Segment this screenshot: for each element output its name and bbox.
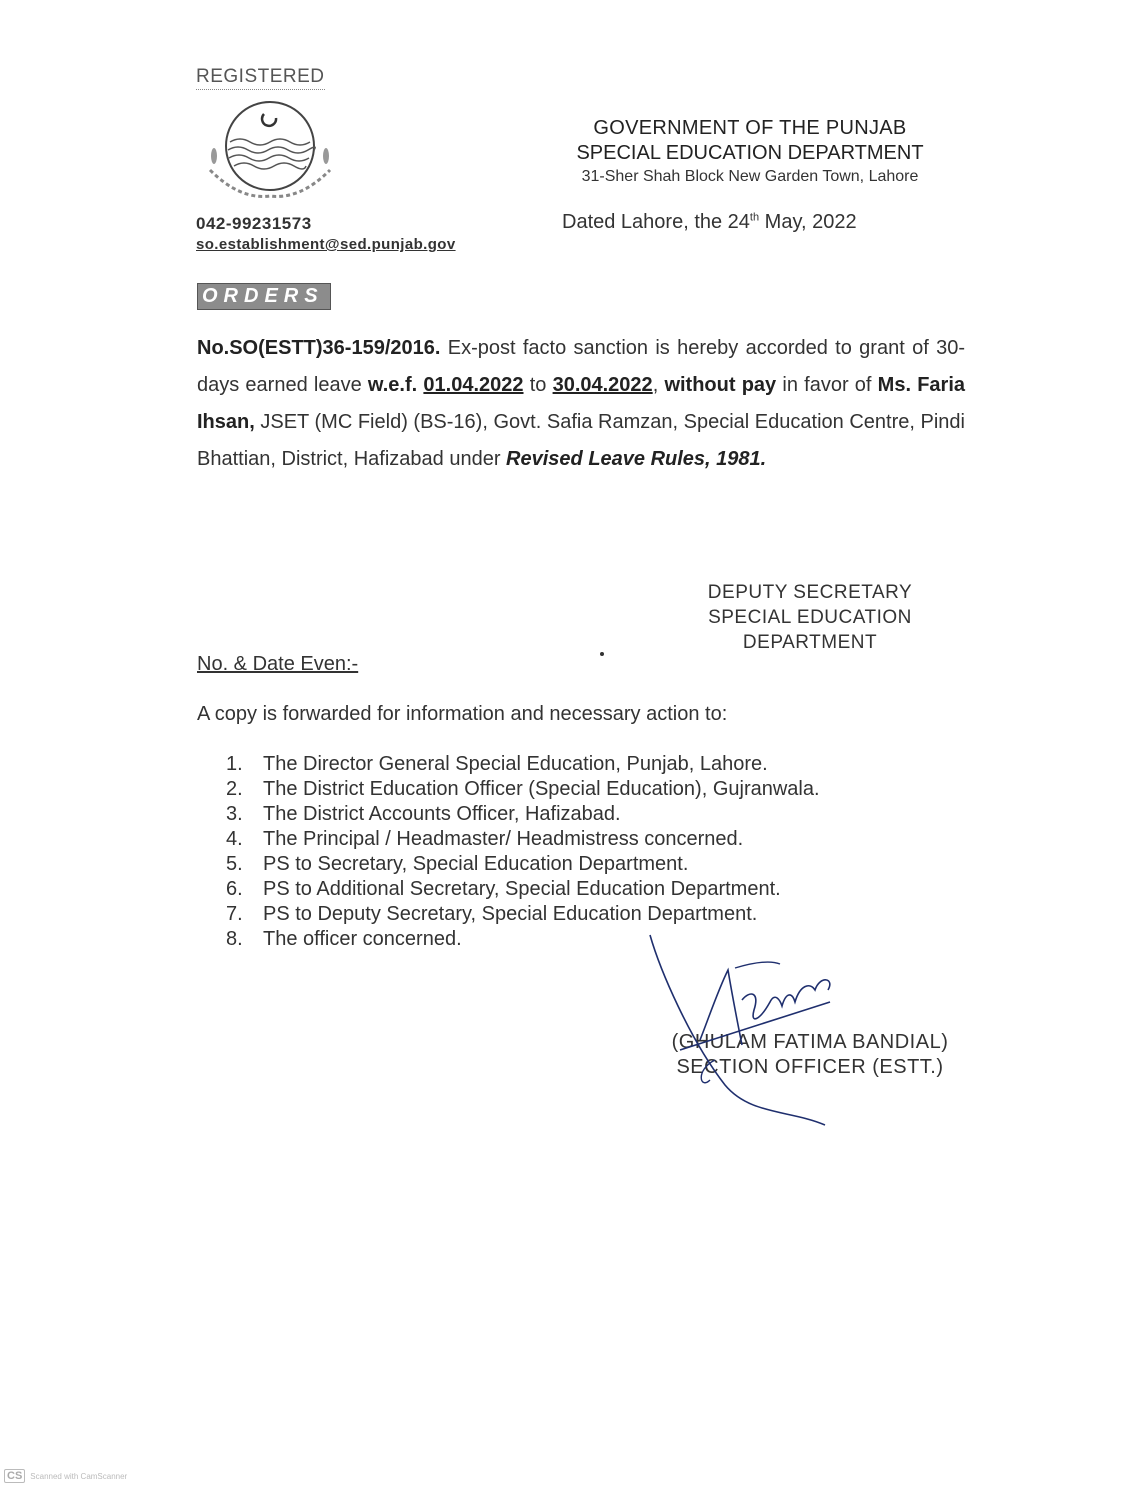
signatory-name: (GHULAM FATIMA BANDIAL) [671,1031,949,1053]
camscanner-logo-icon: CS [4,1469,25,1483]
letterhead [540,116,960,188]
department-title: SPECIAL EDUCATION DEPARTMENT [576,142,924,164]
order-number: No.SO(ESTT)36-159/2016. [197,337,441,359]
government-title: GOVERNMENT OF THE PUNJAB [593,117,907,139]
item-number: 4. [226,828,243,850]
employee-name: Ms. Faria Ihsan, [197,374,966,433]
signatory-designation: SECTION OFFICER (ESTT.) [676,1056,944,1078]
item-number: 5. [226,853,243,875]
leave-to-date: 30.04.2022 [552,374,653,396]
without-pay: without pay [664,374,777,396]
date-prefix: Dated Lahore, the 24 [562,211,750,233]
date-suffix: May, 2022 [759,211,857,233]
list-item [226,777,820,802]
wef-label: w.e.f. [367,374,418,396]
date-line [562,211,857,234]
item-number: 2. [226,778,243,800]
order-text: JSET (MC Field) (BS-16), Govt. Safia Ramzan, Special Education Centre, Pindi Bhattian, District, Hafizabad under [197,411,965,470]
department-address: 31-Sher Shah Block New Garden Town, Lahore [581,168,919,185]
watermark-text: Scanned with CamScanner [30,1471,128,1481]
order-text: in favor of [776,374,878,396]
list-item [226,827,820,852]
item-number: 7. [226,903,243,925]
item-text: The District Accounts Officer, Hafizabad. [263,803,621,825]
signatory-block [640,1030,980,1080]
order-paragraph [197,330,965,478]
registered-label: REGISTERED [196,66,325,90]
deputy-line: DEPUTY SECRETARY [707,582,913,603]
item-text: The Principal / Headmaster/ Headmistress concerned. [263,828,744,850]
deputy-secretary-block [660,580,960,655]
email-address[interactable]: so.establishment@sed.punjab.gov [196,236,456,253]
list-item [226,927,820,952]
list-item [226,877,820,902]
phone-number: 042-99231573 [196,214,312,233]
list-item [226,752,820,777]
item-number: 8. [226,928,243,950]
item-number: 1. [226,753,243,775]
endorsement-heading: No. & Date Even:- [197,653,359,675]
item-text: PS to Additional Secretary, Special Education Department. [263,878,781,900]
leave-from-date: 01.04.2022 [423,374,524,396]
camscanner-watermark [4,1469,127,1483]
recipient-list [226,752,820,952]
item-text: The officer concerned. [263,928,462,950]
scan-speck [600,652,604,656]
deputy-line: SPECIAL EDUCATION [708,607,912,628]
punjab-emblem-icon [204,100,336,200]
date-ordinal: th [749,211,760,224]
list-item [226,852,820,877]
orders-heading: ORDERS [197,283,331,310]
order-text: , [652,374,665,396]
list-item [226,802,820,827]
item-text: The Director General Special Education, Punjab, Lahore. [263,753,768,775]
endorsement-intro: A copy is forwarded for information and necessary action to: [197,703,728,725]
rules-reference: Revised Leave Rules, 1981. [506,448,767,470]
item-text: The District Education Officer (Special Education), Gujranwala. [263,778,820,800]
list-item [226,902,820,927]
order-text: Ex-post facto sanction is hereby accorded to grant of 30-days earned leave [197,337,965,396]
item-text: PS to Secretary, Special Education Department. [263,853,689,875]
deputy-line: DEPARTMENT [742,632,878,653]
item-text: PS to Deputy Secretary, Special Education Department. [263,903,758,925]
item-number: 3. [226,803,243,825]
item-number: 6. [226,878,243,900]
to-word: to [523,374,553,396]
